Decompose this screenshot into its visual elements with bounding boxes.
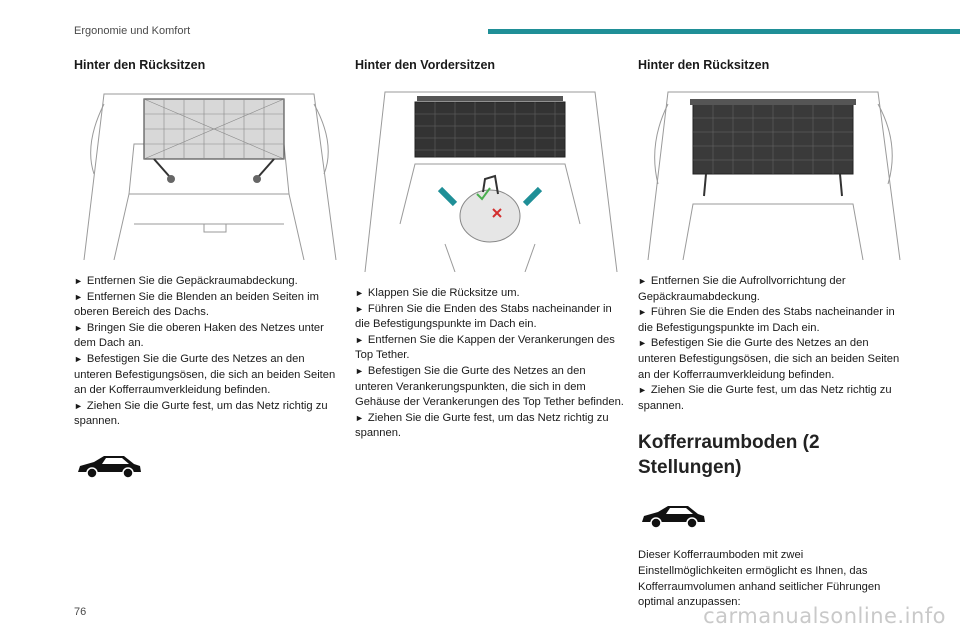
instruction-steps — [355, 286, 625, 442]
trunk-net-rear-seats-illustration — [74, 84, 344, 260]
column-behind-rear-seats-2 — [638, 58, 908, 611]
watermark: carmanualsonline.info — [703, 604, 946, 628]
step: ► Befestigen Sie die Gurte des Netzes an den unteren Verankerungspunkten, die sich in dem Gehäuse der Verankerungen des Top Tether befinden. — [355, 364, 624, 409]
step: ► Entfernen Sie die Blenden an beiden Seiten im oberen Bereich des Dachs. — [74, 290, 319, 319]
step: ► Entfernen Sie die Aufrollvorrichtung der Gepäckraumabdeckung. — [638, 275, 846, 303]
body-paragraph: Dieser Kofferraumboden mit zwei Einstellmöglichkeiten ermöglicht es Ihnen, das Kofferraumvolumen anhand seitlicher Führungen optimal anzupassen: — [638, 549, 881, 609]
section-title: Ergonomie und Komfort — [74, 25, 191, 37]
column-title: Hinter den Rücksitzen — [638, 58, 770, 72]
step: ► Klappen Sie die Rücksitze um. — [355, 287, 520, 299]
step: ► Befestigen Sie die Gurte des Netzes an den unteren Befestigungsösen, die sich an beiden Seiten an der Kofferraumverkleidung befinden. — [74, 352, 336, 397]
column-behind-front-seats — [355, 58, 625, 442]
step: ► Befestigen Sie die Gurte des Netzes an den unteren Befestigungsösen, die sich an beiden Seiten an der Kofferraumverkleidung befinden. — [638, 337, 900, 381]
step: ► Ziehen Sie die Gurte fest, um das Netz richtig zu spannen. — [74, 399, 328, 428]
step: ► Führen Sie die Enden des Stabs nacheinander in die Befestigungspunkte im Dach ein. — [355, 302, 612, 331]
instruction-steps — [638, 274, 908, 414]
step: ► Ziehen Sie die Gurte fest, um das Netz richtig zu spannen. — [638, 384, 892, 412]
column-title: Hinter den Rücksitzen — [74, 58, 206, 72]
step: ► Entfernen Sie die Kappen der Verankerungen des Top Tether. — [355, 333, 615, 362]
trunk-net-rear-seats-roller-illustration — [638, 84, 908, 260]
step: ► Führen Sie die Enden des Stabs nacheinander in die Befestigungspunkte im Dach ein. — [638, 306, 895, 334]
instruction-steps — [74, 274, 344, 430]
trunk-net-front-seats-illustration — [355, 84, 625, 272]
step: ► Entfernen Sie die Gepäckraumabdeckung. — [74, 275, 298, 287]
section-heading: Kofferraumboden (2 Stellungen) — [638, 432, 820, 479]
car-side-icon — [74, 452, 144, 480]
column-behind-rear-seats — [74, 58, 344, 480]
header-accent-bar — [488, 29, 960, 34]
car-side-icon — [638, 502, 708, 530]
step: ► Bringen Sie die oberen Haken des Netzes unter dem Dach an. — [74, 321, 324, 350]
step: ► Ziehen Sie die Gurte fest, um das Netz richtig zu spannen. — [355, 411, 609, 440]
column-title: Hinter den Vordersitzen — [355, 58, 496, 72]
page-number: 76 — [74, 606, 87, 618]
